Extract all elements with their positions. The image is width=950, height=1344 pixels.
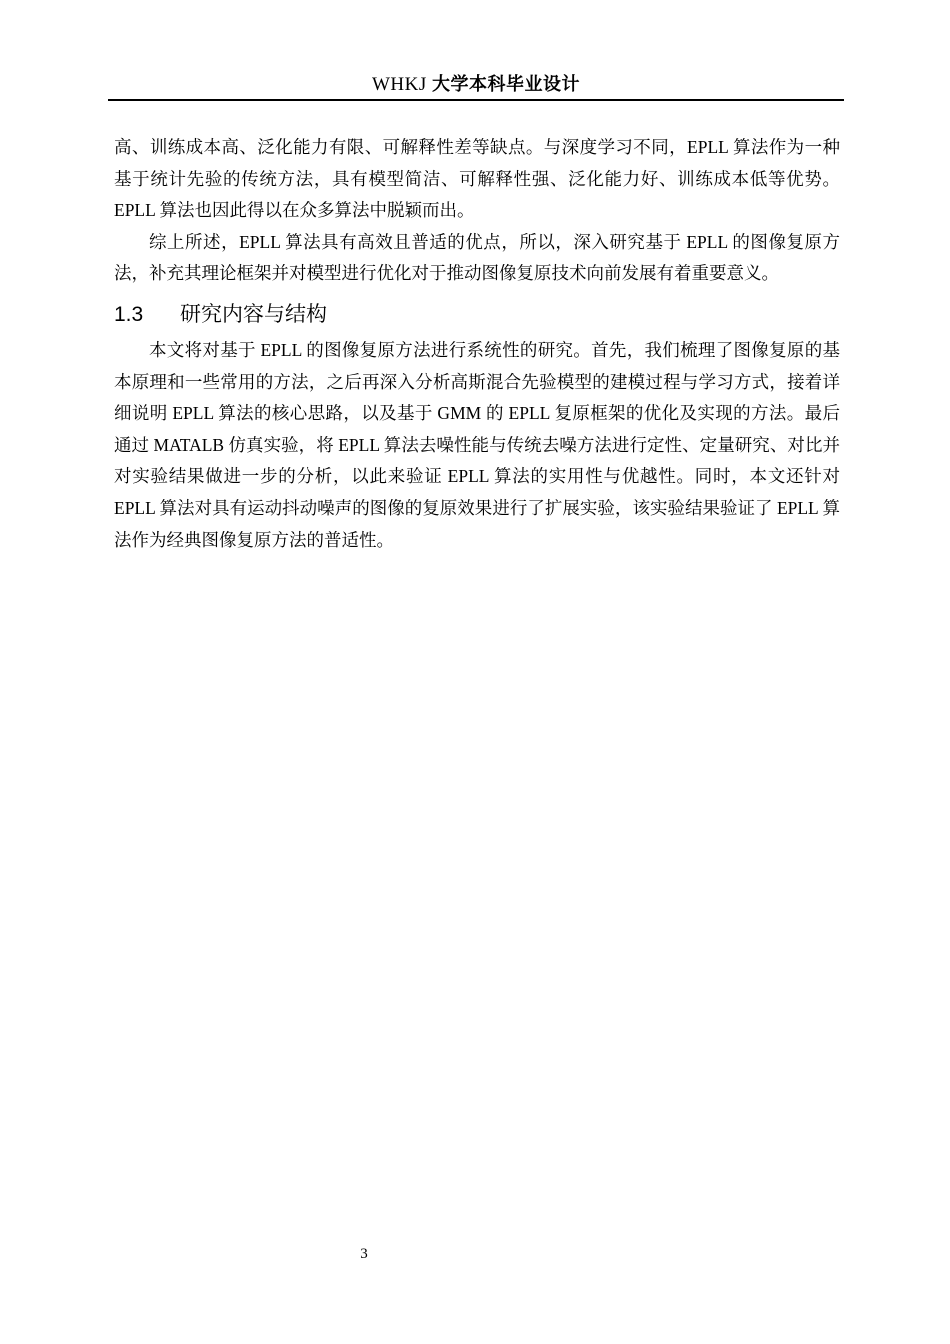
section-number: 1.3 <box>114 302 144 326</box>
body-text <box>114 132 840 556</box>
section-title: 研究内容与结构 <box>180 301 327 326</box>
header-prefix: WHKJ <box>371 74 427 95</box>
paragraph-research-content: 本文将对基于 EPLL 的图像复原方法进行系统性的研究。首先，我们梳理了图像复原的基本原理和一些常用的方法，之后再深入分析高斯混合先验模型的建模过程与学习方式，接着详细说明 EPLL 算法的核心思路，以及基于 GMM 的 EPLL 复原框架的优化及实现的方法。最后通过 MATALB 仿真实验，将 EPLL 算法去噪性能与传统去噪方法进行定性、定量研究、对比并对实验结果做进一步的分析，以此来验证 EPLL 算法的实用性与优越性。同时，本文还针对 EPLL 算法对具有运动抖动噪声的图像的复原效果进行了扩展实验，该实验结果验证了 EPLL 算法作为经典图像复原方法的普适性。 <box>114 339 840 550</box>
page-number: 3 <box>360 1246 368 1262</box>
header-title: 大学本科毕业设计 <box>432 74 581 95</box>
paragraph-summary: 综上所述，EPLL 算法具有高效且普适的优点，所以，深入研究基于 EPLL 的图像复原方法，补充其理论框架并对模型进行优化对于推动图像复原技术向前发展有着重要意义。 <box>114 231 840 284</box>
running-header <box>108 72 844 98</box>
header-rule <box>108 99 844 101</box>
section-heading <box>114 296 840 333</box>
paragraph-continued: 高、训练成本高、泛化能力有限、可解释性差等缺点。与深度学习不同，EPLL 算法作为一种基于统计先验的传统方法，具有模型简洁、可解释性强、泛化能力好、训练成本低等优势。EPLL 算法也因此得以在众多算法中脱颖而出。 <box>114 137 840 221</box>
